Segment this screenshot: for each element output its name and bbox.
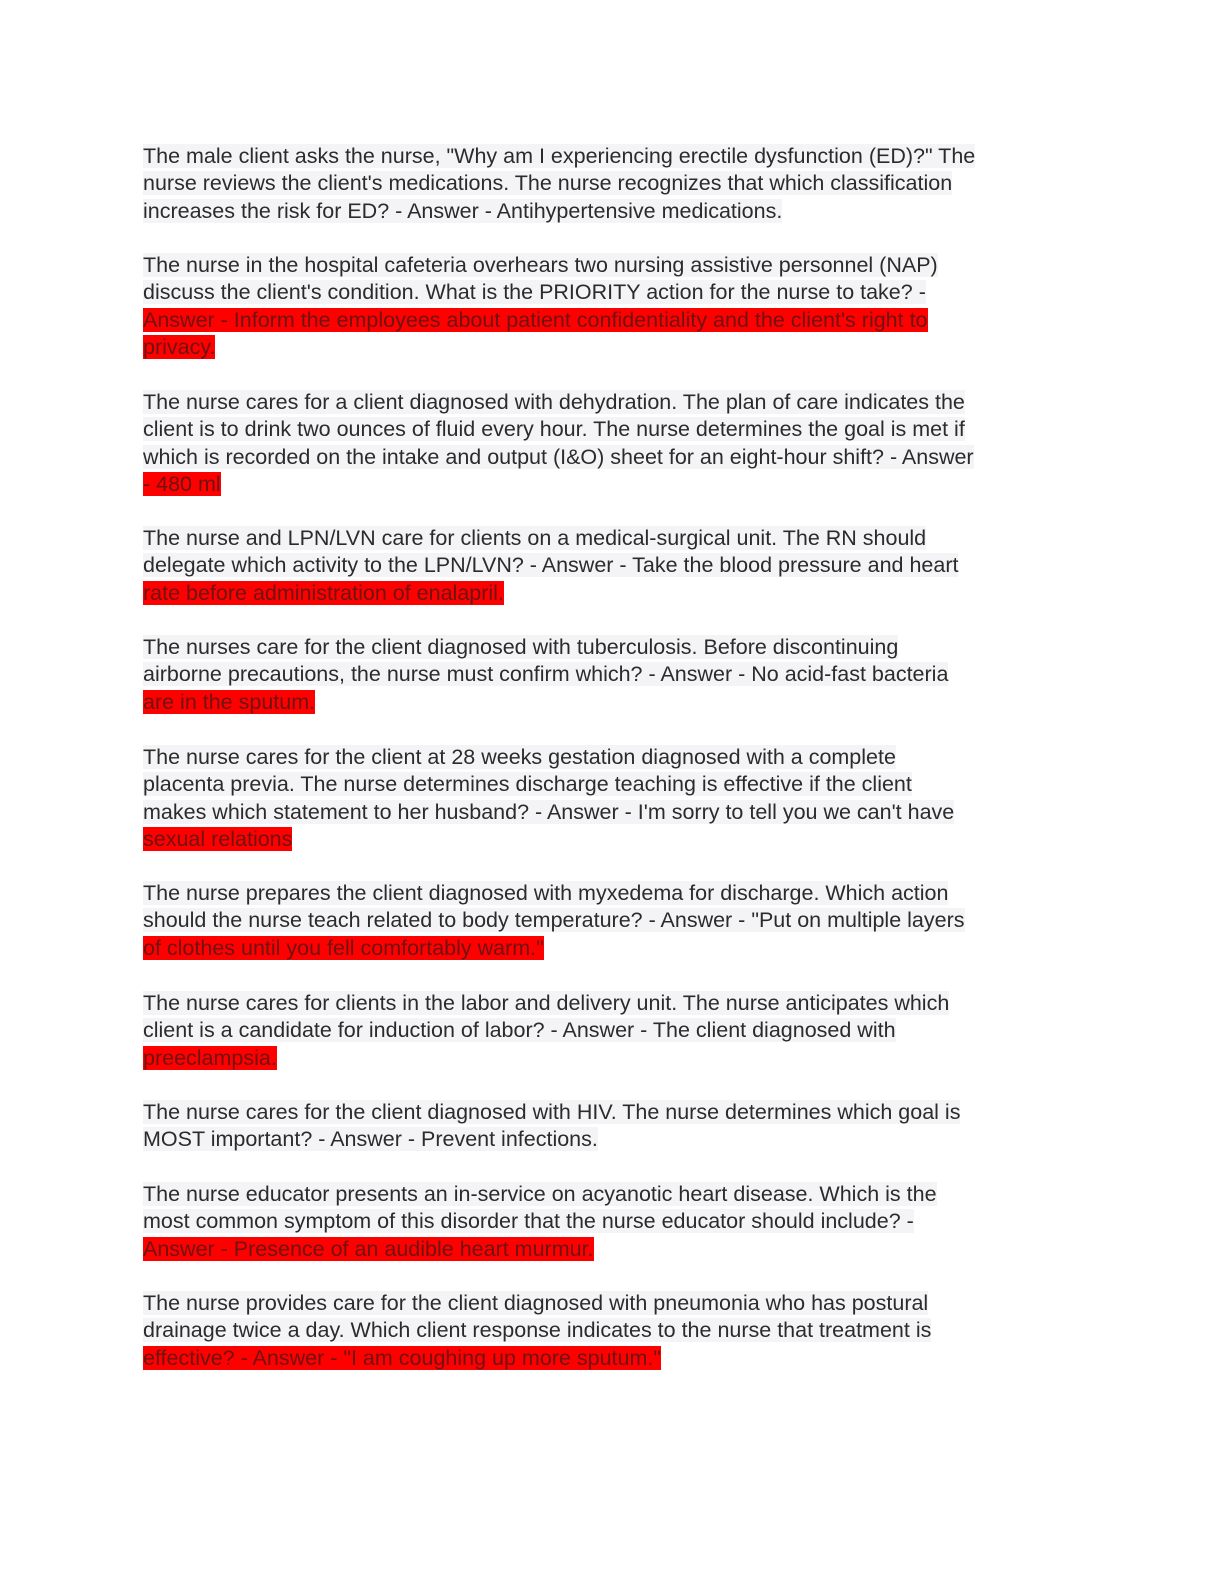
qa-line bbox=[143, 279, 1083, 306]
highlighted-answer-text: are in the sputum. bbox=[143, 689, 316, 714]
question-text: The nurses care for the client diagnosed with tuberculosis. Before discontinuing bbox=[143, 635, 899, 659]
highlighted-answer-text: of clothes until you fell comfortably warm." bbox=[143, 935, 544, 960]
question-text: The nurse cares for clients in the labor and delivery unit. The nurse anticipates which bbox=[143, 991, 950, 1015]
qa-line bbox=[143, 525, 1083, 552]
question-text: placenta previa. The nurse determines discharge teaching is effective if the client bbox=[143, 772, 912, 797]
qa-line bbox=[143, 1317, 1083, 1344]
qa-block bbox=[143, 1181, 1083, 1263]
qa-line bbox=[143, 826, 1083, 853]
question-text: nurse reviews the client's medications. The nurse recognizes that which classification bbox=[143, 171, 953, 196]
question-text: The nurse cares for the client diagnosed with HIV. The nurse determines which goal is bbox=[143, 1100, 961, 1124]
qa-line bbox=[143, 198, 1083, 225]
qa-line bbox=[143, 771, 1083, 798]
question-text: The nurse in the hospital cafeteria overhears two nursing assistive personnel (NAP) bbox=[143, 253, 938, 277]
qa-line bbox=[143, 935, 1083, 962]
qa-line bbox=[143, 416, 1083, 443]
highlighted-answer-text: - 480 ml bbox=[143, 472, 221, 497]
qa-line bbox=[143, 661, 1083, 688]
highlighted-answer-text: effective? - Answer - "I am coughing up more sputum." bbox=[143, 1345, 661, 1370]
qa-block bbox=[143, 1290, 1083, 1372]
question-text: airborne precautions, the nurse must confirm which? - Answer - No acid-fast bacteria bbox=[143, 662, 949, 687]
highlighted-answer-text: rate before administration of enalapril. bbox=[143, 580, 504, 605]
qa-line bbox=[143, 990, 1083, 1017]
qa-line bbox=[143, 1345, 1083, 1372]
qa-line bbox=[143, 552, 1083, 579]
highlighted-answer-text: Answer - Inform the employees about patient confidentiality and the client's right to bbox=[143, 307, 928, 332]
qa-block bbox=[143, 634, 1083, 716]
qa-line bbox=[143, 907, 1083, 934]
qa-block bbox=[143, 525, 1083, 607]
qa-line bbox=[143, 1099, 1083, 1126]
qa-line bbox=[143, 252, 1083, 279]
qa-block bbox=[143, 143, 1083, 225]
question-text: increases the risk for ED? - Answer - Antihypertensive medications. bbox=[143, 198, 783, 223]
qa-line bbox=[143, 170, 1083, 197]
qa-block bbox=[143, 880, 1083, 962]
qa-line bbox=[143, 307, 1083, 334]
question-text: The nurse provides care for the client diagnosed with pneumonia who has postural bbox=[143, 1291, 929, 1315]
qa-line bbox=[143, 799, 1083, 826]
qa-line bbox=[143, 1236, 1083, 1263]
highlighted-answer-text: Answer - Presence of an audible heart murmur. bbox=[143, 1236, 594, 1261]
qa-line bbox=[143, 1045, 1083, 1072]
qa-block bbox=[143, 252, 1083, 362]
qa-line bbox=[143, 1181, 1083, 1208]
qa-line bbox=[143, 389, 1083, 416]
qa-line bbox=[143, 880, 1083, 907]
question-text: The nurse and LPN/LVN care for clients on a medical-surgical unit. The RN should bbox=[143, 526, 927, 550]
question-text: The nurse prepares the client diagnosed with myxedema for discharge. Which action bbox=[143, 881, 949, 905]
question-text: drainage twice a day. Which client response indicates to the nurse that treatment is bbox=[143, 1318, 932, 1343]
qa-line bbox=[143, 1208, 1083, 1235]
qa-line bbox=[143, 689, 1083, 716]
qa-block bbox=[143, 744, 1083, 854]
question-text: The male client asks the nurse, "Why am I experiencing erectile dysfunction (ED)?" The bbox=[143, 144, 976, 168]
question-text: delegate which activity to the LPN/LVN? - Answer - Take the blood pressure and heart bbox=[143, 553, 959, 578]
qa-block bbox=[143, 990, 1083, 1072]
question-text: should the nurse teach related to body temperature? - Answer - "Put on multiple layers bbox=[143, 908, 965, 933]
qa-line bbox=[143, 1290, 1083, 1317]
qa-line bbox=[143, 1126, 1083, 1153]
question-text: makes which statement to her husband? - Answer - I'm sorry to tell you we can't have bbox=[143, 799, 955, 824]
qa-line bbox=[143, 580, 1083, 607]
qa-block bbox=[143, 389, 1083, 499]
question-text: discuss the client's condition. What is the PRIORITY action for the nurse to take? - bbox=[143, 280, 926, 305]
question-text: The nurse educator presents an in-service on acyanotic heart disease. Which is the bbox=[143, 1182, 937, 1206]
qa-block bbox=[143, 1099, 1083, 1154]
qa-line bbox=[143, 143, 1083, 170]
qa-line bbox=[143, 634, 1083, 661]
qa-line bbox=[143, 334, 1083, 361]
qa-line bbox=[143, 744, 1083, 771]
question-text: client is to drink two ounces of fluid every hour. The nurse determines the goal is met if bbox=[143, 417, 965, 442]
question-text: The nurse cares for the client at 28 weeks gestation diagnosed with a complete bbox=[143, 745, 896, 769]
qa-line bbox=[143, 471, 1083, 498]
qa-line bbox=[143, 1017, 1083, 1044]
question-text: client is a candidate for induction of labor? - Answer - The client diagnosed with bbox=[143, 1018, 896, 1043]
highlighted-answer-text: privacy. bbox=[143, 335, 216, 360]
highlighted-answer-text: sexual relations bbox=[143, 827, 293, 852]
qa-line bbox=[143, 444, 1083, 471]
highlighted-answer-text: preeclampsia. bbox=[143, 1045, 277, 1070]
question-text: MOST important? - Answer - Prevent infections. bbox=[143, 1127, 598, 1152]
question-text: most common symptom of this disorder that the nurse educator should include? - bbox=[143, 1209, 914, 1234]
question-text: which is recorded on the intake and output (I&O) sheet for an eight-hour shift? - Answer bbox=[143, 444, 974, 469]
question-text: The nurse cares for a client diagnosed with dehydration. The plan of care indicates the bbox=[143, 390, 965, 414]
